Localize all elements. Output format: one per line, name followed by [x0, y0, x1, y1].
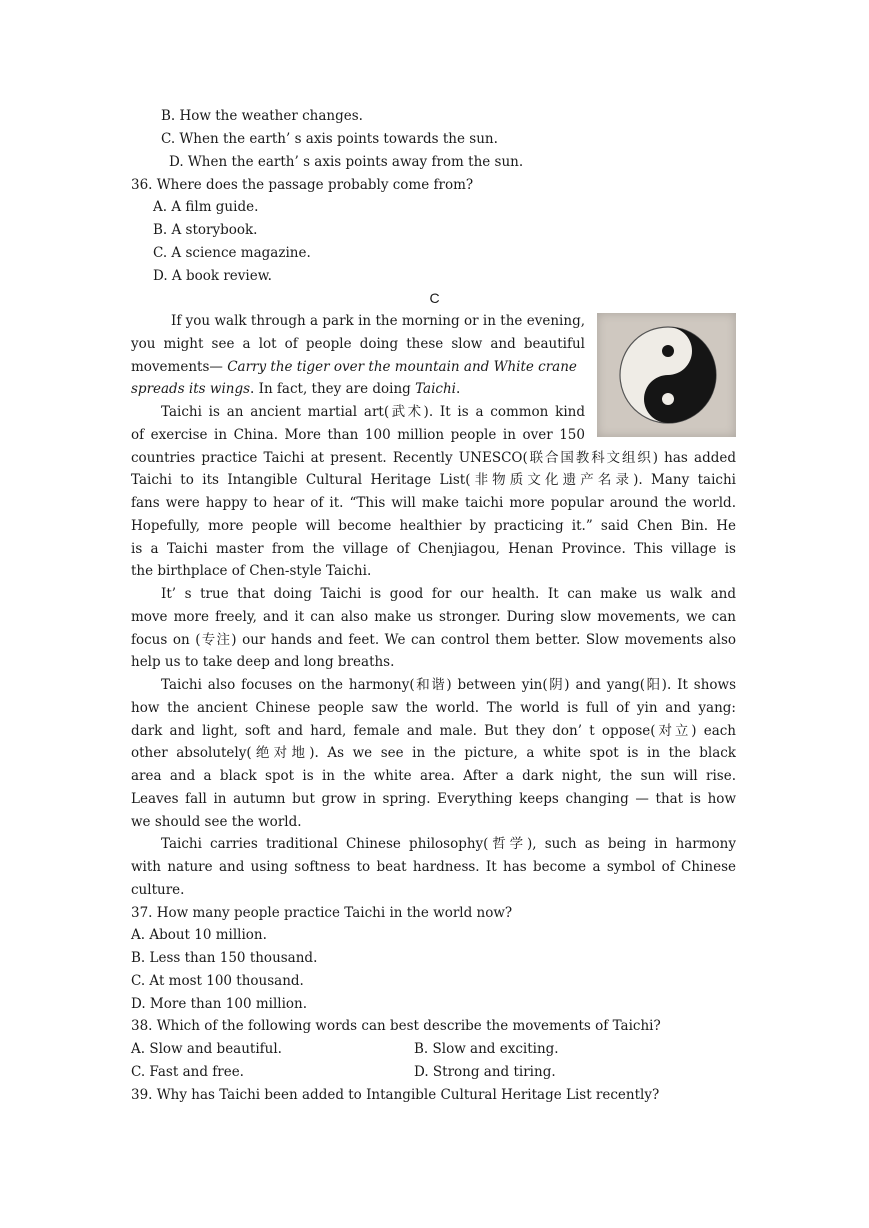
q37-option-c: C. At most 100 thousand.	[131, 973, 304, 989]
passage-p4-line4: other absolutely(绝对地). As we see in the picture, a white spot is in the black	[131, 745, 736, 761]
q36-question: 36. Where does the passage probably come from?	[131, 177, 474, 193]
q38-option-a: A. Slow and beautiful.	[131, 1041, 282, 1057]
q37-option-b: B. Less than 150 thousand.	[131, 950, 318, 966]
passage-p4-line5: area and a black spot is in the white area. After a dark night, the sun will rise.	[131, 768, 736, 784]
passage-p2-line8: the birthplace of Chen-style Taichi.	[131, 563, 372, 579]
q38-option-c: C. Fast and free.	[131, 1064, 244, 1080]
passage-p3-line4: help us to take deep and long breaths.	[131, 654, 395, 670]
q37-option-a: A. About 10 million.	[131, 927, 267, 943]
q35-option-d: D. When the earth’ s axis points away from the sun.	[169, 154, 524, 170]
passage-p4-line1: Taichi also focuses on the harmony(和谐) between yin(阴) and yang(阳). It shows	[161, 677, 736, 693]
q38-option-d: D. Strong and tiring.	[414, 1064, 556, 1080]
q37-question: 37. How many people practice Taichi in the world now?	[131, 905, 513, 921]
passage-p1-line1: If you walk through a park in the morning or in the evening,	[171, 313, 585, 329]
passage-p2-line6: Hopefully, more people will become healthier by practicing it.” said Chen Bin. He	[131, 518, 736, 534]
passage-p2-line1: Taichi is an ancient martial art(武术). It is a common kind	[161, 404, 585, 420]
passage-p5-line1: Taichi carries traditional Chinese philosophy(哲学), such as being in harmony	[161, 836, 736, 852]
section-label: C	[429, 290, 440, 306]
passage-p4-line6: Leaves fall in autumn but grow in spring. Everything keeps changing — that is how	[131, 791, 736, 807]
passage-p2-line3: countries practice Taichi at present. Recently UNESCO(联合国教科文组织) has added	[131, 450, 736, 466]
q35-option-c: C. When the earth’ s axis points towards the sun.	[161, 131, 498, 147]
q36-option-a: A. A film guide.	[153, 199, 259, 215]
passage-p3-line1: It’ s true that doing Taichi is good for our health. It can make us walk and	[161, 586, 736, 602]
passage-p2-line4: Taichi to its Intangible Cultural Heritage List(非物质文化遗产名录). Many taichi	[131, 472, 736, 488]
passage-p3-line3: focus on (专注) our hands and feet. We can control them better. Slow movements also	[131, 632, 736, 648]
passage-p4-line3: dark and light, soft and hard, female and male. But they don’ t oppose(对立) each	[131, 723, 736, 739]
q36-option-d: D. A book review.	[153, 268, 272, 284]
passage-p4-line7: we should see the world.	[131, 814, 302, 830]
passage-p2-line2: of exercise in China. More than 100 million people in over 150	[131, 427, 585, 443]
q36-option-c: C. A science magazine.	[153, 245, 311, 261]
passage-p4-line2: how the ancient Chinese people saw the world. The world is full of yin and yang:	[131, 700, 736, 716]
passage-p2-line5: fans were happy to hear of it. “This will make taichi more popular around the world.	[131, 495, 736, 511]
q38-option-b: B. Slow and exciting.	[414, 1041, 559, 1057]
passage-p5-line3: culture.	[131, 882, 185, 898]
q36-option-b: B. A storybook.	[153, 222, 258, 238]
yin-yang-picture	[597, 313, 736, 437]
q39-question: 39. Why has Taichi been added to Intangible Cultural Heritage List recently?	[131, 1087, 660, 1103]
passage-p2-line7: is a Taichi master from the village of Chenjiagou, Henan Province. This village is	[131, 541, 736, 557]
yin-yang-icon	[597, 313, 736, 437]
q38-question: 38. Which of the following words can best describe the movements of Taichi?	[131, 1018, 661, 1034]
q37-option-d: D. More than 100 million.	[131, 996, 308, 1012]
passage-p3-line2: move more freely, and it can also make us stronger. During slow movements, we can	[131, 609, 736, 625]
passage-p5-line2: with nature and using softness to beat hardness. It has become a symbol of Chinese	[131, 859, 736, 875]
passage-p1-line3: movements— Carry the tiger over the mountain and White crane	[131, 359, 577, 375]
passage-p1-line4: spreads its wings. In fact, they are doing Taichi.	[131, 381, 461, 397]
passage-p1-line2: you might see a lot of people doing these slow and beautiful	[131, 336, 585, 352]
q35-option-b: B. How the weather changes.	[161, 108, 363, 124]
